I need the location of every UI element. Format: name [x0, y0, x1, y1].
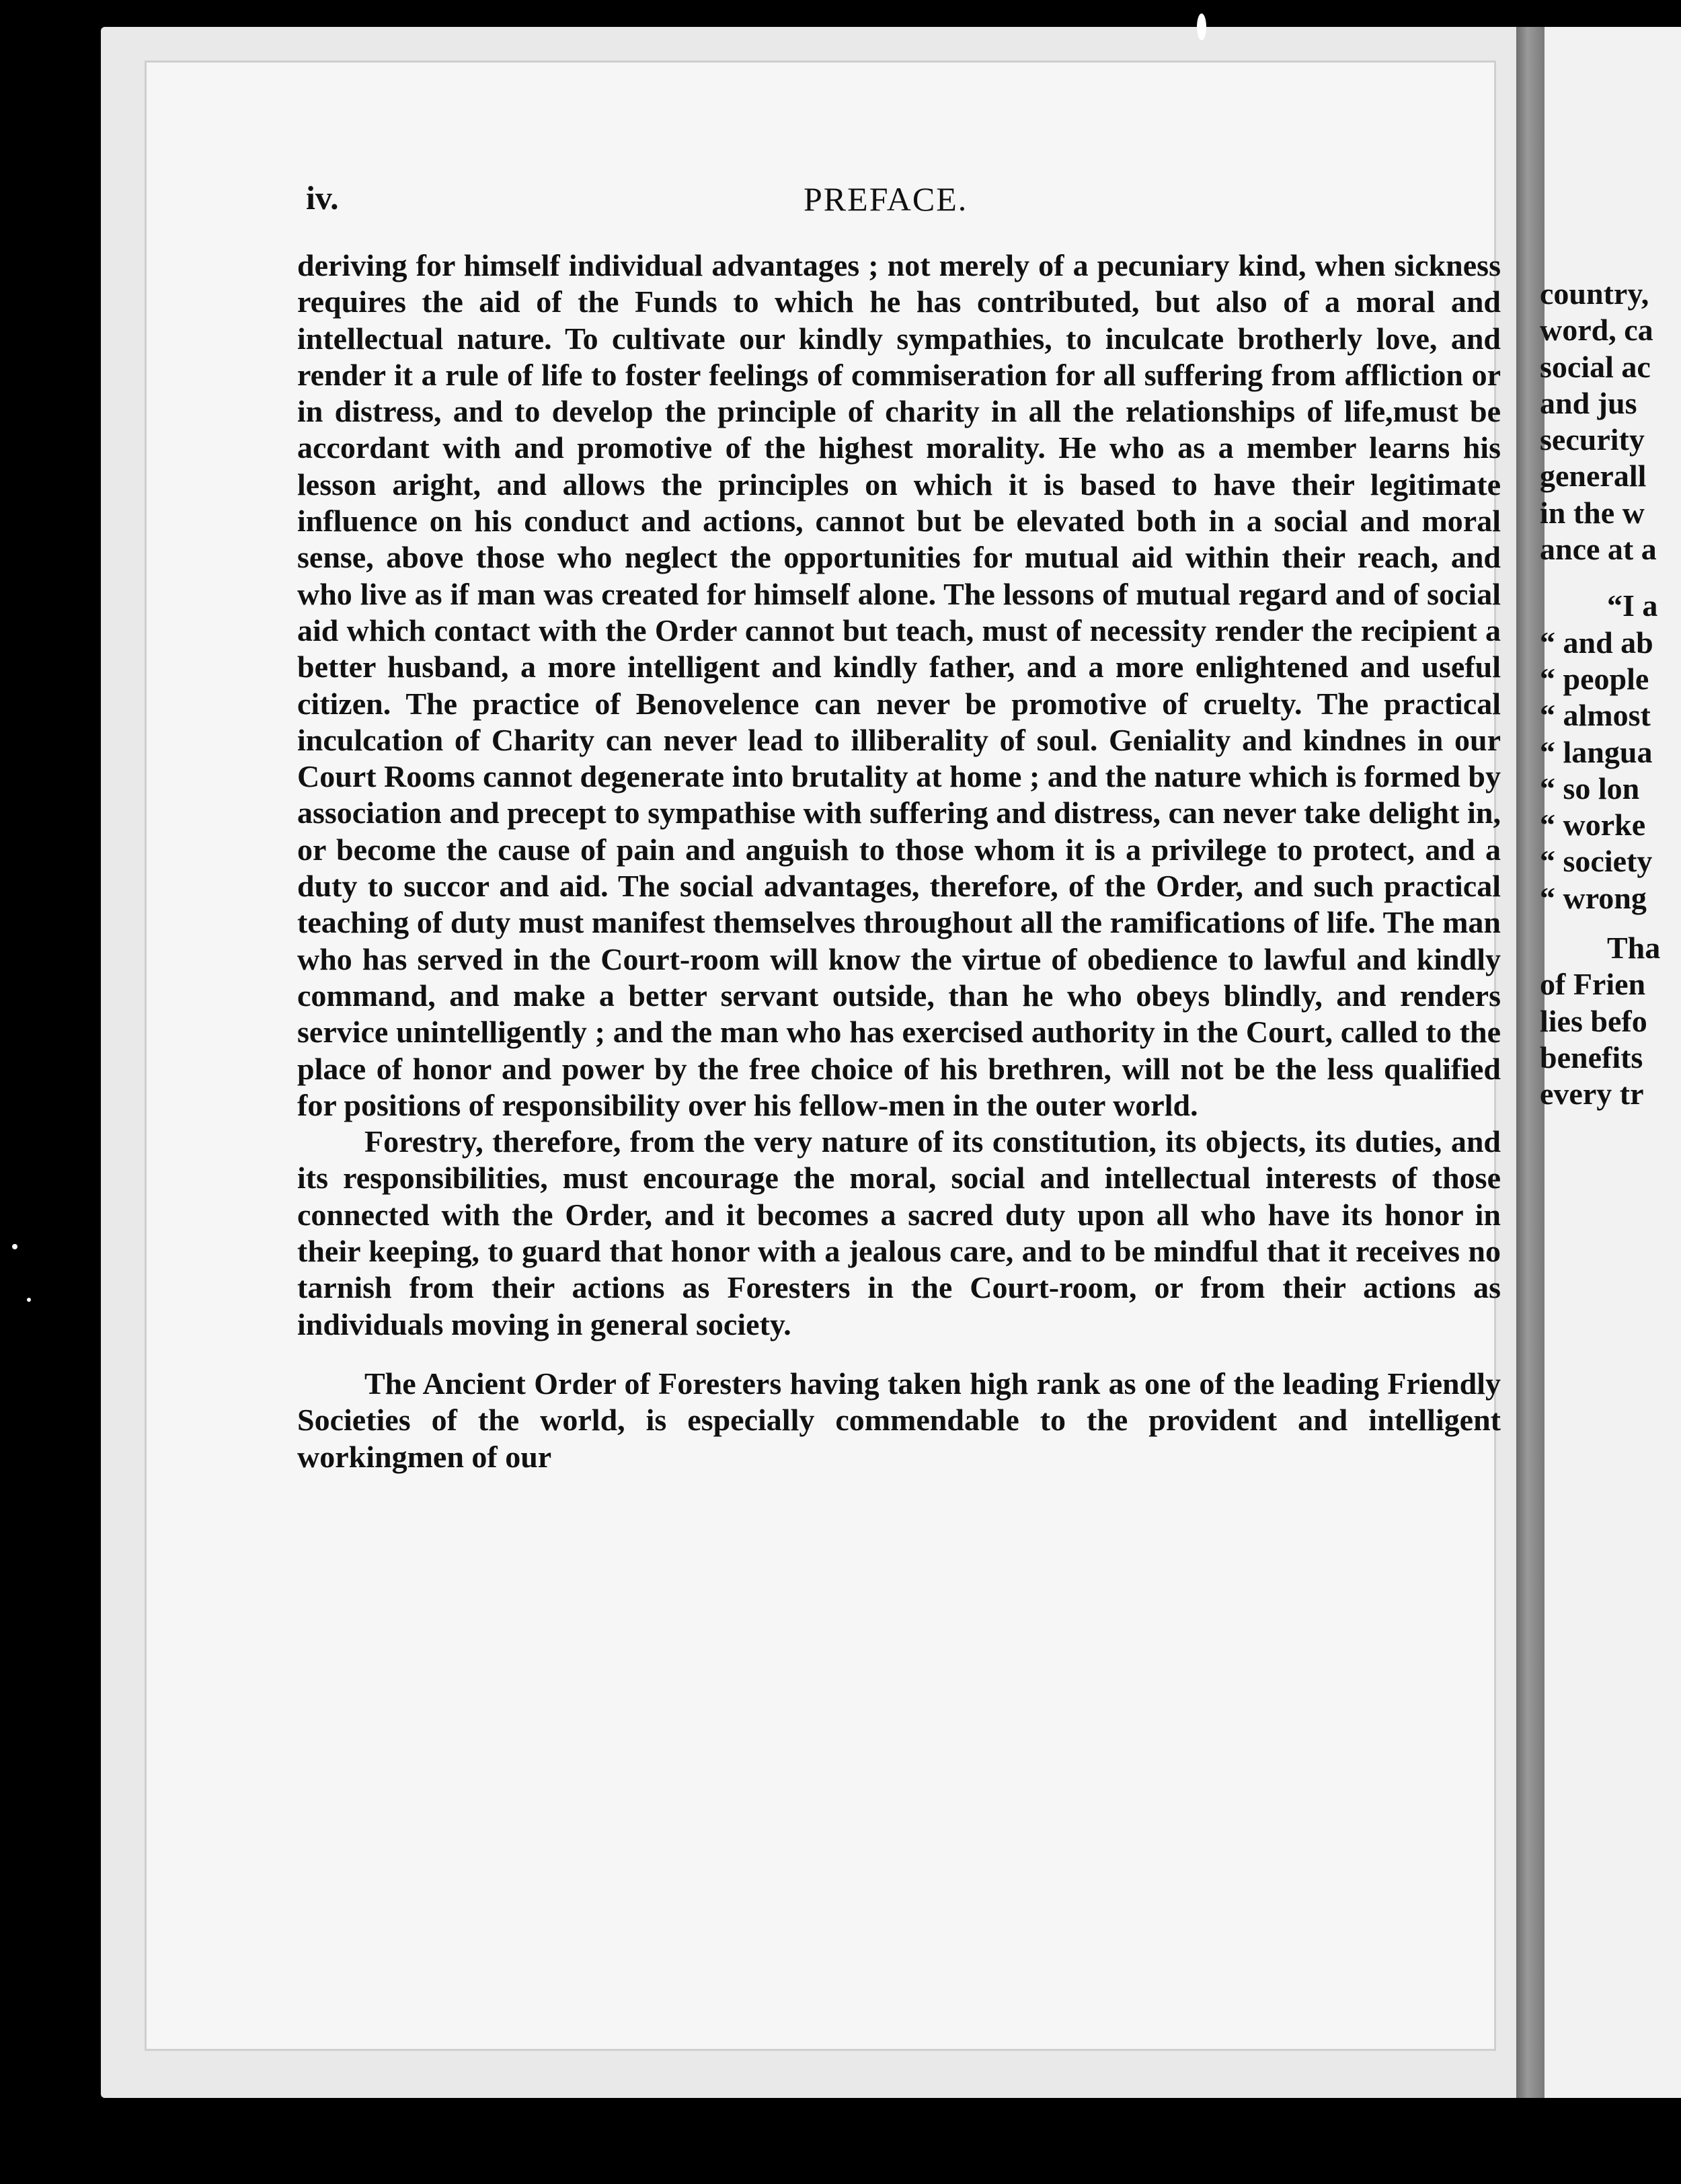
paragraph-1: deriving for himself individual advantages ; not merely of a pecuniary kind, when sickness requires the aid of the Funds to which he has contributed, but also of a moral and intellectual nature. To cultivate our kindly sympathies, to inculcate brotherly love, and render it a rule of life to foster feelings of commiseration for all suffering from affliction or in distress, and to develop the principle of charity in all the relationships of life,must be accordant with and promotive of the highest morality. He who as a member learns his lesson aright, and allows the principles on which it is based to have their legitimate influence on his conduct and actions, cannot but be elevated both in a social and moral sense, above those who neglect the opportunities for mutual aid within their reach, and who live as if man was created for himself alone. The lessons of mutual regard and of social aid which contact with the Order cannot but teach, must of necessity render the recipient a better husband, a more intelligent and kindly father, and a more enlightened and useful citizen. The practice of Benovelence can never be promotive of cruelty. The practical inculcation of Charity can never lead to illiberality of soul. Geniality and kindnes in our Court Rooms cannot degenerate into brutality at home ; and the nature which is formed by association and precept to sympathise with suffering and distress, can never take delight in, or become the cause of pain and anguish to those whom it is a privilege to protect, and a duty to succor and aid. The social advantages, therefore, of the Order, and such practical teaching of duty must manifest themselves throughout all the ramifications of life. The man who has served in the Court-room will know the virtue of obedience to lawful and kindly command, and make a better servant outside, than he who obeys blindly, and renders service unintelligently ; and the man who has exercised authority in the Court, called to the place of honor and power by the free choice of his brethren, will not be the less qualified for positions of responsibility over his fellow-men in the outer world.: [297, 248, 1501, 1122]
facing-line: Tha: [1607, 931, 1661, 966]
facing-line: benefits: [1540, 1040, 1643, 1075]
paragraph-2: Forestry, therefore, from the very nature of its constitution, its objects, its duties, and its responsibilities, must encourage the moral, social and intellectual interests of those connected with the Order, and it becomes a sacred duty upon all who have its honor in their keeping, to guard that honor with a jealous care, and to be mindful that it receives no tarnish from their actions as Foresters in the Court-room, or from their actions as individuals moving in general society.: [297, 1124, 1501, 1341]
facing-line: “ so lon: [1540, 771, 1640, 806]
facing-line: security: [1540, 422, 1645, 457]
facing-line: social ac: [1540, 349, 1651, 384]
facing-page-text: [1540, 276, 1681, 1113]
facing-line: “ people: [1540, 661, 1649, 696]
facing-line: “I a: [1607, 588, 1658, 623]
facing-line: country,: [1540, 276, 1649, 311]
scan-speck: [12, 1244, 17, 1249]
page-header: [306, 178, 1489, 225]
facing-line: every tr: [1540, 1077, 1644, 1112]
facing-line: “ worke: [1540, 808, 1646, 843]
facing-line: ance at a: [1540, 532, 1657, 567]
facing-line: in the w: [1540, 495, 1645, 530]
facing-line: “ wrong: [1540, 880, 1647, 915]
running-head: PREFACE.: [804, 180, 968, 218]
scan-speck: [27, 1298, 31, 1302]
paragraph-3: The Ancient Order of Foresters having taken high rank as one of the leading Friendly Societies of the world, is especially commendable to the provident and intelligent workingmen of our: [297, 1366, 1501, 1474]
facing-line: “ and ab: [1540, 625, 1653, 660]
facing-line: and jus: [1540, 385, 1637, 420]
body-text: [297, 247, 1501, 1475]
facing-line: “ langua: [1540, 734, 1653, 769]
page-number: iv.: [306, 179, 339, 217]
facing-line: “ almost: [1540, 698, 1651, 733]
facing-line: “ society: [1540, 844, 1653, 879]
scan-speck: [1197, 13, 1206, 40]
facing-line: of Frien: [1540, 967, 1646, 1002]
facing-line: word, ca: [1540, 313, 1653, 348]
facing-line: generall: [1540, 459, 1647, 494]
facing-line: lies befo: [1540, 1003, 1647, 1038]
